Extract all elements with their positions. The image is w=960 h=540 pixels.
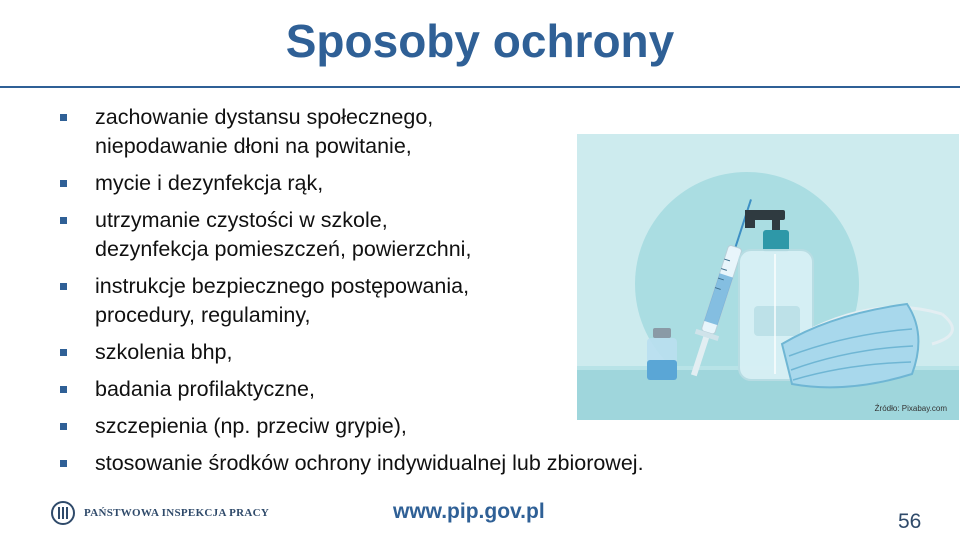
- bullet-text-line: stosowanie środków ochrony indywidualnej lub zbiorowej.: [95, 451, 644, 475]
- hygiene-illustration-graphic: [577, 134, 959, 420]
- website-link[interactable]: www.pip.gov.pl: [393, 500, 545, 523]
- bullet-text-line: mycie i dezynfekcja rąk,: [95, 171, 324, 195]
- square-bullet-icon: [60, 423, 67, 430]
- bullet-text-line: utrzymanie czystości w szkole,: [95, 208, 388, 232]
- bullet-item: [60, 449, 780, 478]
- square-bullet-icon: [60, 283, 67, 290]
- square-bullet-icon: [60, 349, 67, 356]
- bullet-text-line: szkolenia bhp,: [95, 340, 233, 364]
- bullet-text-line: niepodawanie dłoni na powitanie,: [95, 134, 412, 158]
- logo-text: PAŃSTWOWA INSPEKCJA PRACY: [84, 507, 270, 519]
- square-bullet-icon: [60, 217, 67, 224]
- hygiene-illustration: [577, 134, 959, 420]
- square-bullet-icon: [60, 386, 67, 393]
- bullet-text-line: dezynfekcja pomieszczeń, powierzchni,: [95, 237, 472, 261]
- square-bullet-icon: [60, 114, 67, 121]
- bullet-text-line: instrukcje bezpiecznego postępowania,: [95, 274, 470, 298]
- bullet-text-line: szczepienia (np. przeciw grypie),: [95, 414, 407, 438]
- page-number: 56: [898, 510, 922, 533]
- title-divider: [0, 86, 960, 88]
- square-bullet-icon: [60, 180, 67, 187]
- bullet-text-line: procedury, regulaminy,: [95, 303, 311, 327]
- bullet-text-line: badania profilaktyczne,: [95, 377, 315, 401]
- pip-logo: [50, 500, 269, 526]
- slide-title: Sposoby ochrony: [285, 15, 675, 67]
- square-bullet-icon: [60, 460, 67, 467]
- image-source-caption: Źródło: Pixabay.com: [874, 404, 947, 413]
- bullet-text-line: zachowanie dystansu społecznego,: [95, 105, 434, 129]
- pip-emblem-icon: [50, 500, 76, 526]
